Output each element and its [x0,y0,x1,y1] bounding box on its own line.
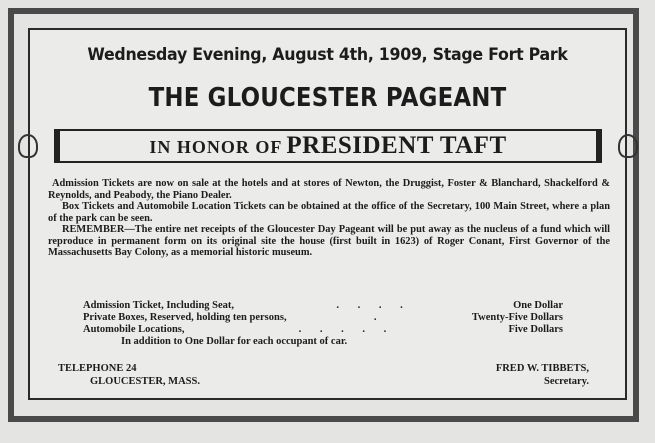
paragraph-boxes: Box Tickets and Automobile Location Tickets can be obtained at the office of the Secretary, 100 Main Street, where a plan of the park can be seen. [48,201,610,224]
price-item: Automobile Locations, [83,324,185,335]
banner-prefix: IN HONOR OF [149,137,283,157]
price-value: Five Dollars [508,324,563,335]
price-item: Private Boxes, Reserved, holding ten persons, [83,312,287,323]
shell-ornament-icon [618,134,638,158]
price-row: Automobile Locations, . . . . . Five Dollars [83,324,563,335]
honor-banner [54,129,602,163]
telephone: TELEPHONE 24 [58,363,137,374]
signatory-name: FRED W. TIBBETS, [495,363,589,374]
banner-honoree: PRESIDENT TAFT [286,132,507,159]
shell-ornament-icon [18,134,38,158]
paragraph-remember: REMEMBER—The entire net receipts of the Gloucester Day Pageant will be put away as the nucleus of a fund which will reproduce in permanent form on its original site the house (first built in 1623) of Roger Conant, First Governor of the Massachusetts Bay Colony, as a memorial historic museum. [48,224,610,258]
price-value: One Dollar [513,300,563,311]
paragraph-tickets: Admission Tickets are now on sale at the hotels and at stores of Newton, the Druggist, Foster & Blanchard, Shackelford & Reynolds, and Peabody, the Piano Dealer. [48,178,610,201]
event-date-line: Wednesday Evening, August 4th, 1909, Stage Fort Park [87,45,568,65]
page-title: THE GLOUCESTER PAGEANT [148,83,507,113]
price-row: Admission Ticket, Including Seat, . . . . One Dollar [83,300,563,311]
price-value: Twenty-Five Dollars [471,312,563,323]
signatory-role: Secretary. [544,376,589,387]
advertisement-frame [28,28,627,400]
price-item: Admission Ticket, Including Seat, [83,300,235,311]
contact-block [58,362,200,388]
price-row: Private Boxes, Reserved, holding ten persons, . Twenty-Five Dollars [83,312,563,323]
notice-body [48,178,610,259]
price-list [83,300,563,348]
price-note: In addition to One Dollar for each occupant of car. [121,336,348,347]
signature-block [424,362,589,388]
city: GLOUCESTER, MASS. [90,376,200,387]
